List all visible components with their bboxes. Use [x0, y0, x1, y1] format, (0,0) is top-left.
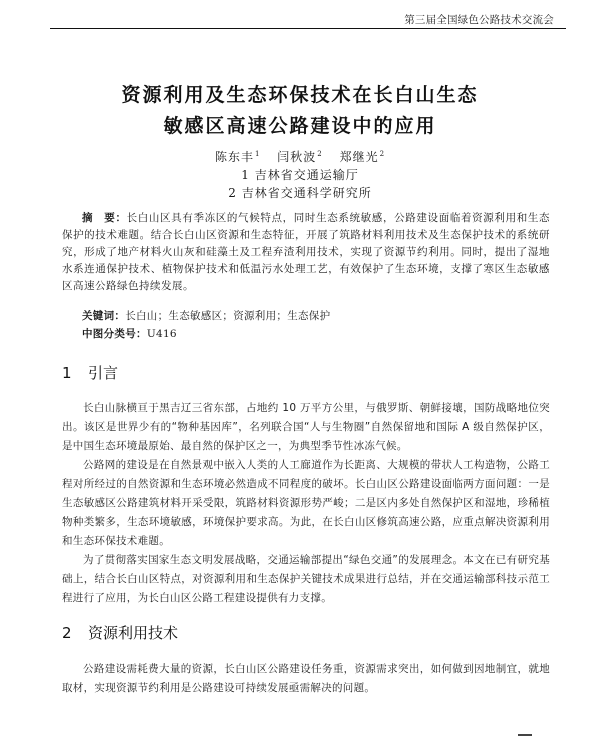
page-number-fragment: [518, 734, 532, 736]
author-name: 闫秋波: [277, 150, 317, 164]
author-affil-mark: 2: [379, 150, 386, 158]
keywords-label: 关键词：: [82, 310, 126, 322]
author: [277, 150, 322, 164]
section-title: 资源利用技术: [88, 624, 179, 642]
section-number: 2: [62, 624, 72, 642]
classification-number: [82, 326, 177, 341]
affiliation-2: 2 吉林省交通科学研究所: [228, 186, 372, 200]
keywords: [82, 308, 330, 323]
affiliation-1: 1 吉林省交通运输厅: [241, 168, 359, 182]
author: [340, 150, 385, 164]
author-list: [0, 148, 600, 165]
paragraph: 长白山脉横亘于黑吉辽三省东部，占地约 10 万平方公里，与俄罗斯、朝鲜接壤，国防战略地位突出。该区是世界少有的“物种基因库”，名列联合国“人与生物圈”自然保留地和国际 A 级自然保护区，是中国生态环境最原始、最自然的保护区之一，为典型季节性冰冻气候。: [62, 402, 550, 452]
classification-text: U416: [146, 328, 177, 340]
section-number: 1: [62, 364, 72, 382]
section-title: 引言: [88, 364, 119, 382]
paragraph: 为了贯彻落实国家生态文明发展战略，交通运输部提出“绿色交通”的发展理念。本文在已有研究基础上，结合长白山区特点，对资源利用和生态保护关键技术成果进行总结，并在交通运输部科技示范工程进行了应用，为长白山区公路工程建设提供有力支撑。: [62, 554, 550, 604]
abstract-label: 摘 要：: [82, 212, 127, 224]
paper-title-line-2: 敏感区高速公路建设中的应用: [163, 115, 437, 137]
paragraph: 公路建设需耗费大量的资源，长白山区公路建设任务重，资源需求突出，如何做到因地制宜，就地取材，实现资源节约利用是公路建设可持续发展亟需解决的问题。: [62, 663, 550, 694]
section-heading-2: [62, 622, 178, 643]
paper-title-line-1: 资源利用及生态环保技术在长白山生态: [121, 84, 479, 106]
author-name: 陈东丰: [214, 150, 254, 164]
author-affil-mark: 2: [317, 150, 323, 158]
author-affil-mark: 1: [254, 150, 261, 158]
running-header: 第三届全国绿色公路技术交流会: [404, 14, 554, 26]
section-heading-1: [62, 362, 118, 383]
paragraph: 公路网的建设是在自然景观中嵌入人类的人工廊道作为长距离、大规模的带状人工构造物，公路工程对所经过的自然资源和生态环境必然造成不同程度的破坏。长白山区公路建设面临两方面问题：一是生态敏感区公路建筑材料开采受限，筑路材料资源形势严峻；二是区内多处自然保护区和湿地，珍稀植物种类繁多，生态环境敏感，环境保护要求高。为此，在长白山区修筑高速公路，应重点解决资源利用和生态环保技术难题。: [62, 459, 550, 547]
keywords-text: 长白山；生态敏感区；资源利用；生态保护: [125, 310, 331, 322]
author: [215, 150, 260, 164]
header-rule: [50, 28, 566, 29]
abstract: [62, 210, 550, 295]
classification-label: 中图分类号：: [82, 328, 147, 340]
abstract-text: 长白山区具有季冻区的气候特点，同时生态系统敏感，公路建设面临着资源利用和生态保护的技术难题。结合长白山区资源和生态特征，开展了筑路材料利用技术及生态保护技术的系统研究，形成了地产材料火山灰和硅藻土及工程弃渣利用技术，实现了资源节约利用。同时，提出了湿地水系连通保护技术、植物保护技术和低温污水处理工艺，有效保护了生态环境，支撑了寒区生态敏感区高速公路绿色持续发展。: [62, 212, 551, 292]
author-name: 郑继光: [339, 150, 379, 164]
